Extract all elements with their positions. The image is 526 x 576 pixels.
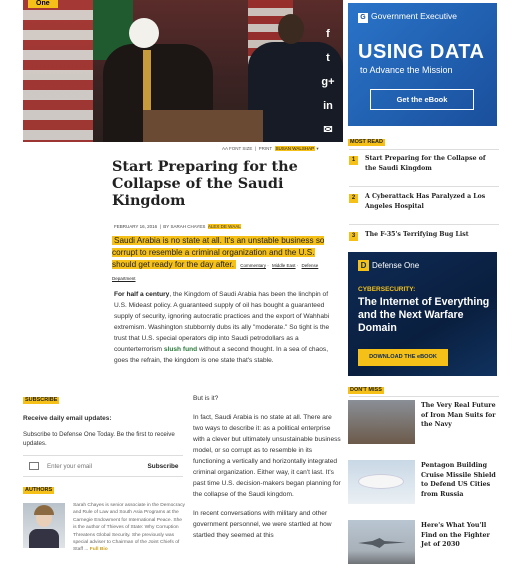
dont-miss-title[interactable]: Here's What You'll Find on the Fighter Jet of 2030: [421, 522, 490, 549]
dont-miss-title[interactable]: Pentagon Building Cruise Missile Shield to Defend US Cities from Russia: [421, 462, 496, 498]
tag-middle-east[interactable]: Middle East: [272, 263, 296, 268]
ad1-subhead: to Advance the Mission: [360, 65, 453, 75]
lede-text-2: without a second thought. In a sea of chaos, goes the refrain, the kingdom is one state that's stable.: [114, 346, 329, 364]
list-item[interactable]: [348, 520, 498, 566]
rank-badge: 1: [349, 156, 358, 165]
ad1-button[interactable]: Get the eBook: [370, 89, 474, 110]
authors-label: AUTHORS: [25, 487, 53, 493]
divider: [349, 186, 499, 187]
defense-one-logo-icon: D: [358, 260, 369, 271]
email-input[interactable]: [47, 459, 139, 474]
full-bio-link[interactable]: Full Bio: [89, 547, 108, 553]
summary-text: Saudi Arabia is no state at all. It's an unstable business so corrupt to resemble a criminal organization and the U.S. should get ready for the day after.: [112, 236, 325, 269]
byline-tag[interactable]: ALEX DE WAAL: [207, 224, 241, 229]
list-item[interactable]: [349, 192, 499, 228]
article-title: Start Preparing for the Collapse of the Saudi Kingdom: [112, 158, 298, 209]
side-table: [143, 110, 263, 142]
subscribe-label: SUBSCRIBE: [25, 397, 58, 403]
lede-text-1: , the Kingdom of Saudi Arabia has been the linchpin of U.S. Mideast policy. A guaranteed supply of oil has bought a guaranteed supply of security, ignoring autocratic practices and the export of Wahhabi extremism. Washington stubbornly dubs its ally "moderate." So tight is the trust that U.S. special operators dip into Saudi petrodollars as a counterterrorism: [114, 291, 330, 353]
twitter-icon[interactable]: t: [326, 52, 330, 64]
blimp-graphic: [358, 474, 404, 489]
most-read-title[interactable]: A Cyberattack Has Paralyzed a Los Angeles Hospital: [365, 193, 486, 210]
divider: [349, 149, 499, 150]
most-read-title[interactable]: Start Preparing for the Collapse of the Saudi Kingdom: [365, 155, 486, 172]
email-signup: [23, 455, 183, 477]
article-body: [193, 393, 341, 549]
byline: FEBRUARY 16, 2016 | BY SARAH CHAYES ALEX DE WAAL: [114, 224, 241, 229]
author-bio: [73, 502, 185, 554]
most-read-title[interactable]: The F-35's Terrifying Bug List: [365, 231, 469, 238]
author-link[interactable]: BY SARAH CHAYES: [163, 224, 206, 229]
list-item[interactable]: [348, 400, 498, 446]
ad2-brand: D Defense One: [358, 260, 419, 271]
article-tools: AA FONT SIZE | PRINT SUSAN WALSHAP ▾: [222, 146, 319, 151]
email-icon[interactable]: ✉: [323, 124, 333, 136]
paragraph: But is it?: [193, 395, 219, 402]
ad1-headline: USING DATA: [358, 41, 485, 63]
ad2-headline: The Internet of Everything and the Next Warfare Domain: [358, 296, 490, 334]
ad-defense-one[interactable]: [348, 252, 497, 376]
divider: [349, 396, 499, 397]
subscribe-box: [23, 414, 183, 449]
subscribe-button[interactable]: Subscribe: [143, 459, 183, 474]
publish-date: FEBRUARY 16, 2016: [114, 224, 158, 229]
author-photo[interactable]: [23, 503, 65, 548]
dont-miss-title[interactable]: The Very Real Future of Iron Man Suits for the Navy: [421, 402, 496, 429]
divider: [349, 224, 499, 225]
article-lede: [114, 289, 334, 366]
thumbnail[interactable]: [348, 520, 415, 564]
subscribe-text: Subscribe to Defense One Today. Be the first to receive updates.: [23, 430, 175, 447]
article-summary: [112, 235, 332, 285]
subscribe-heading: Receive daily email updates:: [23, 415, 112, 422]
share-bar: [320, 22, 336, 142]
envelope-icon: [29, 462, 39, 470]
ad-government-executive[interactable]: [348, 3, 497, 126]
tag-defense-department[interactable]: Defense Department: [112, 263, 319, 281]
facebook-icon[interactable]: f: [326, 28, 330, 40]
section-tag[interactable]: One: [28, 0, 58, 8]
list-item[interactable]: [348, 460, 498, 506]
font-size-button[interactable]: AA FONT SIZE: [222, 146, 253, 151]
dont-miss-label: DON'T MISS: [350, 387, 382, 393]
paragraph: In fact, Saudi Arabia is no state at all. There are two ways to describe it: as a political enterprise with a clever but ultimately unsustainable business model, or so corrupt as to resemble in its functioning a vertically and horizontally integrated criminal organization. Either way, it can't last. It's past time U.S. decision-makers began planning for the collapse of the Saudi kingdom.: [193, 414, 341, 498]
ge-logo-icon: G: [358, 13, 368, 23]
thumbnail[interactable]: [348, 460, 415, 504]
tools-author-tag[interactable]: SUSAN WALSHAP: [275, 146, 315, 151]
ad2-button[interactable]: DOWNLOAD THE eBOOK: [358, 349, 448, 366]
rank-badge: 3: [349, 232, 358, 241]
paragraph: In recent conversations with military and other government personnel, we were startled at how startled they seemed at this: [193, 510, 332, 539]
ad2-category: CYBERSECURITY:: [358, 286, 416, 293]
lede-lead: For half a century: [114, 291, 170, 298]
list-item[interactable]: [349, 154, 499, 190]
slush-fund-link[interactable]: slush fund: [163, 346, 198, 353]
most-read-label: MOST READ: [350, 139, 383, 145]
print-button[interactable]: PRINT: [258, 146, 273, 151]
tag-commentary[interactable]: Commentary: [240, 263, 267, 268]
us-flag-left: [23, 0, 93, 142]
thumbnail[interactable]: [348, 400, 415, 444]
jet-graphic: [358, 538, 406, 548]
linkedin-icon[interactable]: in: [323, 100, 333, 112]
author-bio-text: Sarah Chayes is senior associate in the Democracy and Rule of Law and South Asia Programs at the Carnegie Endowment for International Peace. She is the author of Thieves of State: Why Corruption Threatens Global Security. She previously was special adviser to Chairman of the Joint Chiefs of Staff ...: [73, 503, 185, 553]
chevron-down-icon: ▾: [316, 146, 319, 151]
tag-list: Commentary · Middle East · Defense Department: [112, 263, 319, 281]
ad1-brand: G Government Executive: [358, 11, 457, 23]
hero-photo: [23, 0, 343, 142]
google-plus-icon[interactable]: g+: [321, 76, 335, 88]
rank-badge: 2: [349, 194, 358, 203]
